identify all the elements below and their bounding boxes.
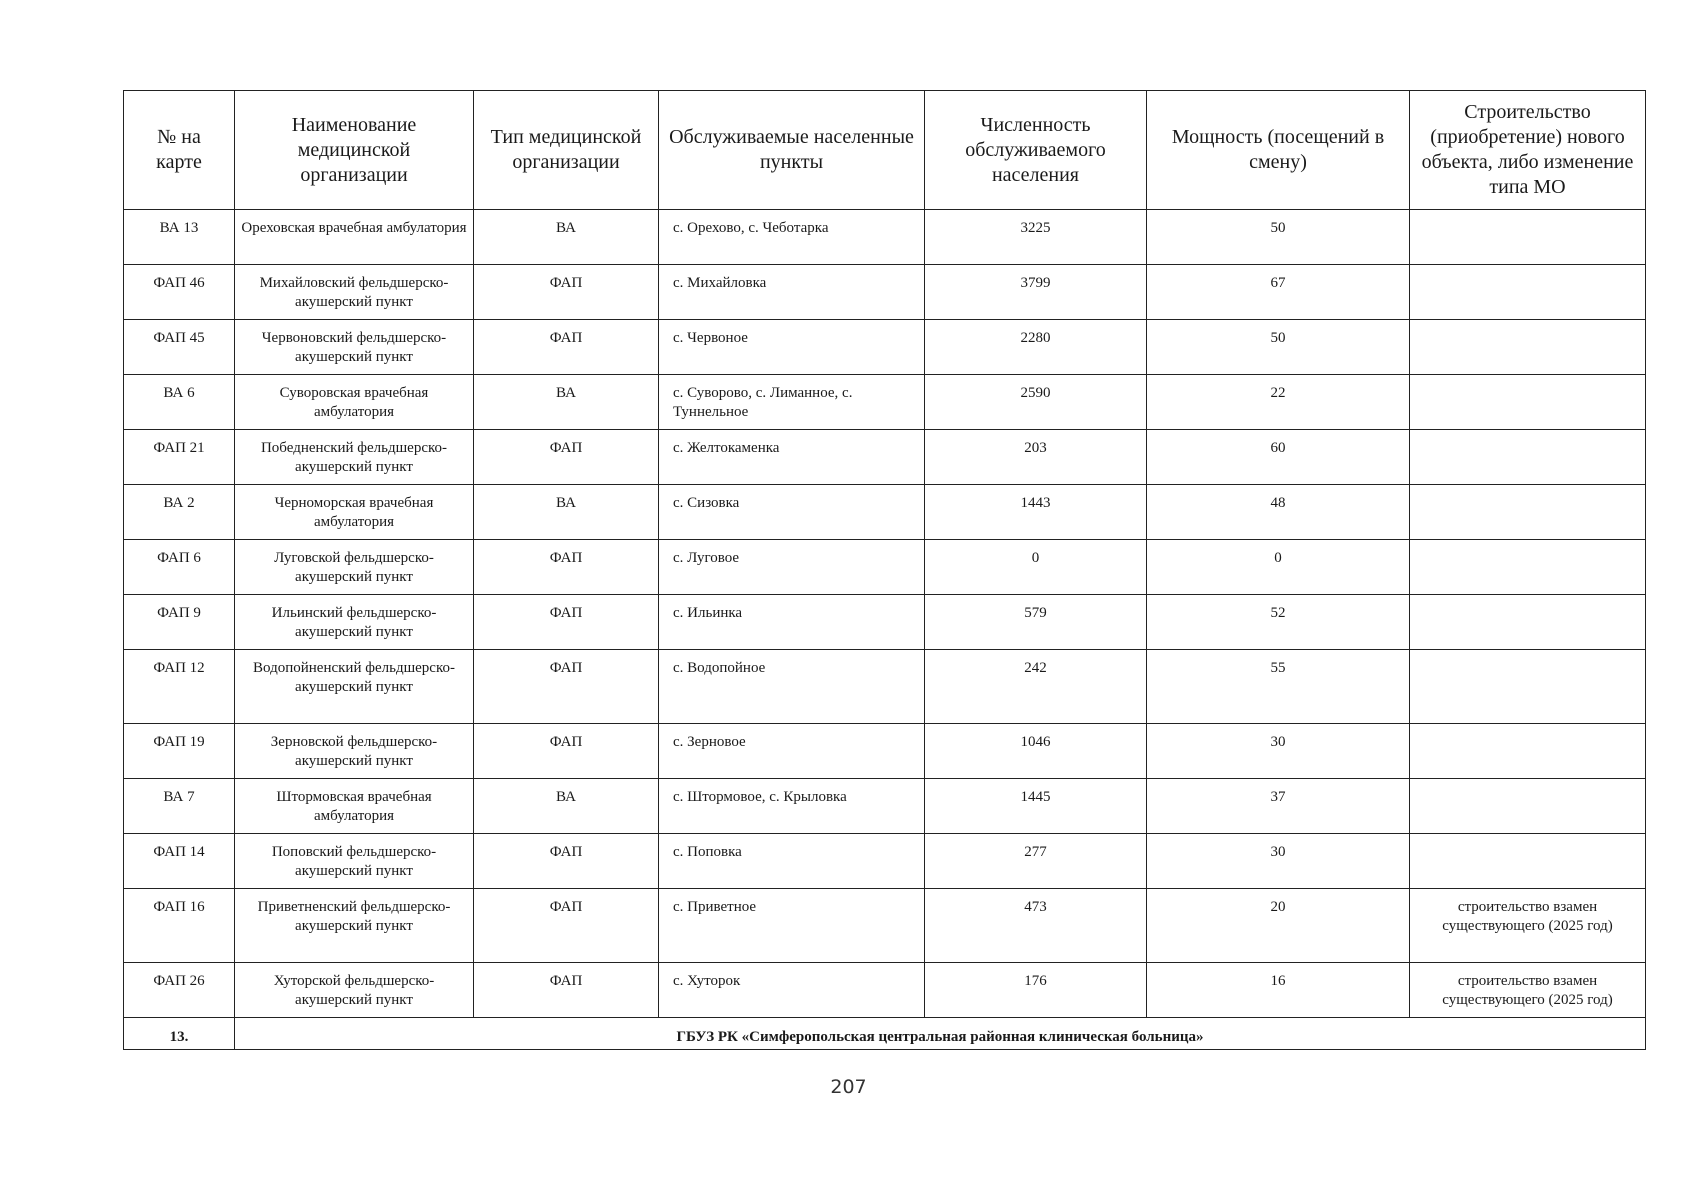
cell-served-places: с. Сизовка	[659, 485, 925, 540]
cell-population: 203	[925, 430, 1147, 485]
cell-capacity: 52	[1147, 595, 1410, 650]
cell-capacity: 60	[1147, 430, 1410, 485]
header-map-number: № на карте	[124, 91, 235, 210]
table-row	[124, 834, 1646, 889]
table-row	[124, 540, 1646, 595]
cell-served-places: с. Суворово, с. Лиманное, с. Туннельное	[659, 375, 925, 430]
cell-org-type: ВА	[474, 485, 659, 540]
cell-construction: строительство взамен существующего (2025 год)	[1410, 963, 1646, 1018]
cell-construction	[1410, 834, 1646, 889]
cell-map-number: ФАП 9	[124, 595, 235, 650]
table-row	[124, 779, 1646, 834]
table-row	[124, 210, 1646, 265]
cell-population: 176	[925, 963, 1147, 1018]
cell-map-number: ФАП 16	[124, 889, 235, 963]
cell-served-places: с. Хуторок	[659, 963, 925, 1018]
cell-construction	[1410, 375, 1646, 430]
cell-capacity: 55	[1147, 650, 1410, 724]
table-row	[124, 265, 1646, 320]
cell-org-name: Ореховская врачебная амбулатория	[235, 210, 474, 265]
cell-org-type: ФАП	[474, 265, 659, 320]
cell-population: 242	[925, 650, 1147, 724]
cell-served-places: с. Приветное	[659, 889, 925, 963]
table-row	[124, 595, 1646, 650]
cell-capacity: 16	[1147, 963, 1410, 1018]
table-row	[124, 430, 1646, 485]
cell-construction	[1410, 779, 1646, 834]
page-number: 207	[830, 1076, 867, 1098]
cell-capacity: 37	[1147, 779, 1410, 834]
cell-capacity: 48	[1147, 485, 1410, 540]
cell-org-name: Приветненский фельдшерско- акушерский пункт	[235, 889, 474, 963]
cell-population: 579	[925, 595, 1147, 650]
header-capacity: Мощность (посещений в смену)	[1147, 91, 1410, 210]
cell-org-name: Штормовская врачебная амбулатория	[235, 779, 474, 834]
cell-org-type: ФАП	[474, 430, 659, 485]
cell-map-number: ФАП 26	[124, 963, 235, 1018]
cell-served-places: с. Желтокаменка	[659, 430, 925, 485]
cell-capacity: 0	[1147, 540, 1410, 595]
cell-construction	[1410, 724, 1646, 779]
cell-org-name: Луговской фельдшерско-акушерский пункт	[235, 540, 474, 595]
cell-capacity: 30	[1147, 834, 1410, 889]
cell-served-places: с. Зерновое	[659, 724, 925, 779]
cell-population: 473	[925, 889, 1147, 963]
cell-map-number: ВА 2	[124, 485, 235, 540]
table-row	[124, 650, 1646, 724]
cell-served-places: с. Водопойное	[659, 650, 925, 724]
cell-construction	[1410, 485, 1646, 540]
cell-org-type: ФАП	[474, 650, 659, 724]
cell-construction	[1410, 595, 1646, 650]
table-row	[124, 485, 1646, 540]
header-construction: Строительство (приобретение) нового объекта, либо изменение типа МО	[1410, 91, 1646, 210]
cell-population: 1445	[925, 779, 1147, 834]
cell-construction: строительство взамен существующего (2025 год)	[1410, 889, 1646, 963]
cell-served-places: с. Поповка	[659, 834, 925, 889]
cell-map-number: ФАП 6	[124, 540, 235, 595]
header-org-name: Наименование медицинской организации	[235, 91, 474, 210]
cell-map-number: ФАП 12	[124, 650, 235, 724]
cell-org-name: Ильинский фельдшерско-акушерский пункт	[235, 595, 474, 650]
cell-map-number: ВА 13	[124, 210, 235, 265]
header-served-places: Обслуживаемые населенные пункты	[659, 91, 925, 210]
table-row	[124, 963, 1646, 1018]
cell-capacity: 22	[1147, 375, 1410, 430]
cell-org-name: Зерновской фельдшерско-акушерский пункт	[235, 724, 474, 779]
cell-population: 3225	[925, 210, 1147, 265]
cell-org-name: Михайловский фельдшерско-акушерский пункт	[235, 265, 474, 320]
table-row	[124, 320, 1646, 375]
table-row	[124, 724, 1646, 779]
cell-map-number: ФАП 14	[124, 834, 235, 889]
cell-population: 1046	[925, 724, 1147, 779]
table-row	[124, 375, 1646, 430]
cell-org-type: ФАП	[474, 834, 659, 889]
cell-map-number: ФАП 46	[124, 265, 235, 320]
cell-population: 3799	[925, 265, 1147, 320]
cell-served-places: с. Луговое	[659, 540, 925, 595]
table-header-row	[124, 91, 1646, 210]
cell-org-name: Победненский фельдшерско-акушерский пункт	[235, 430, 474, 485]
cell-population: 277	[925, 834, 1147, 889]
cell-population: 1443	[925, 485, 1147, 540]
header-population: Численность обслуживаемого населения	[925, 91, 1147, 210]
cell-org-type: ФАП	[474, 320, 659, 375]
cell-org-type: ВА	[474, 375, 659, 430]
cell-construction	[1410, 540, 1646, 595]
cell-org-type: ФАП	[474, 540, 659, 595]
cell-org-name: Поповский фельдшерско-акушерский пункт	[235, 834, 474, 889]
section-number: 13.	[124, 1018, 235, 1050]
header-org-type: Тип медицинской организации	[474, 91, 659, 210]
cell-construction	[1410, 430, 1646, 485]
cell-served-places: с. Червоное	[659, 320, 925, 375]
cell-map-number: ФАП 45	[124, 320, 235, 375]
cell-capacity: 50	[1147, 210, 1410, 265]
cell-org-type: ВА	[474, 210, 659, 265]
cell-map-number: ВА 6	[124, 375, 235, 430]
cell-org-name: Черноморская врачебная амбулатория	[235, 485, 474, 540]
cell-capacity: 67	[1147, 265, 1410, 320]
cell-population: 2280	[925, 320, 1147, 375]
cell-org-name: Хуторской фельдшерско-акушерский пункт	[235, 963, 474, 1018]
cell-population: 2590	[925, 375, 1147, 430]
cell-org-name: Суворовская врачебная амбулатория	[235, 375, 474, 430]
cell-map-number: ФАП 21	[124, 430, 235, 485]
cell-construction	[1410, 650, 1646, 724]
facilities-table	[123, 90, 1646, 1050]
cell-capacity: 30	[1147, 724, 1410, 779]
section-title: ГБУЗ РК «Симферопольская центральная районная клиническая больница»	[235, 1018, 1646, 1050]
cell-construction	[1410, 320, 1646, 375]
cell-capacity: 50	[1147, 320, 1410, 375]
cell-served-places: с. Михайловка	[659, 265, 925, 320]
cell-org-type: ВА	[474, 779, 659, 834]
cell-org-type: ФАП	[474, 595, 659, 650]
cell-construction	[1410, 265, 1646, 320]
cell-served-places: с. Штормовое, с. Крыловка	[659, 779, 925, 834]
cell-construction	[1410, 210, 1646, 265]
cell-served-places: с. Орехово, с. Чеботарка	[659, 210, 925, 265]
cell-org-name: Червоновский фельдшерско-акушерский пункт	[235, 320, 474, 375]
cell-map-number: ФАП 19	[124, 724, 235, 779]
cell-map-number: ВА 7	[124, 779, 235, 834]
cell-served-places: с. Ильинка	[659, 595, 925, 650]
cell-org-name: Водопойненский фельдшерско- акушерский пункт	[235, 650, 474, 724]
cell-org-type: ФАП	[474, 963, 659, 1018]
cell-population: 0	[925, 540, 1147, 595]
cell-org-type: ФАП	[474, 889, 659, 963]
section-header-row	[124, 1018, 1646, 1050]
cell-capacity: 20	[1147, 889, 1410, 963]
cell-org-type: ФАП	[474, 724, 659, 779]
table-row	[124, 889, 1646, 963]
